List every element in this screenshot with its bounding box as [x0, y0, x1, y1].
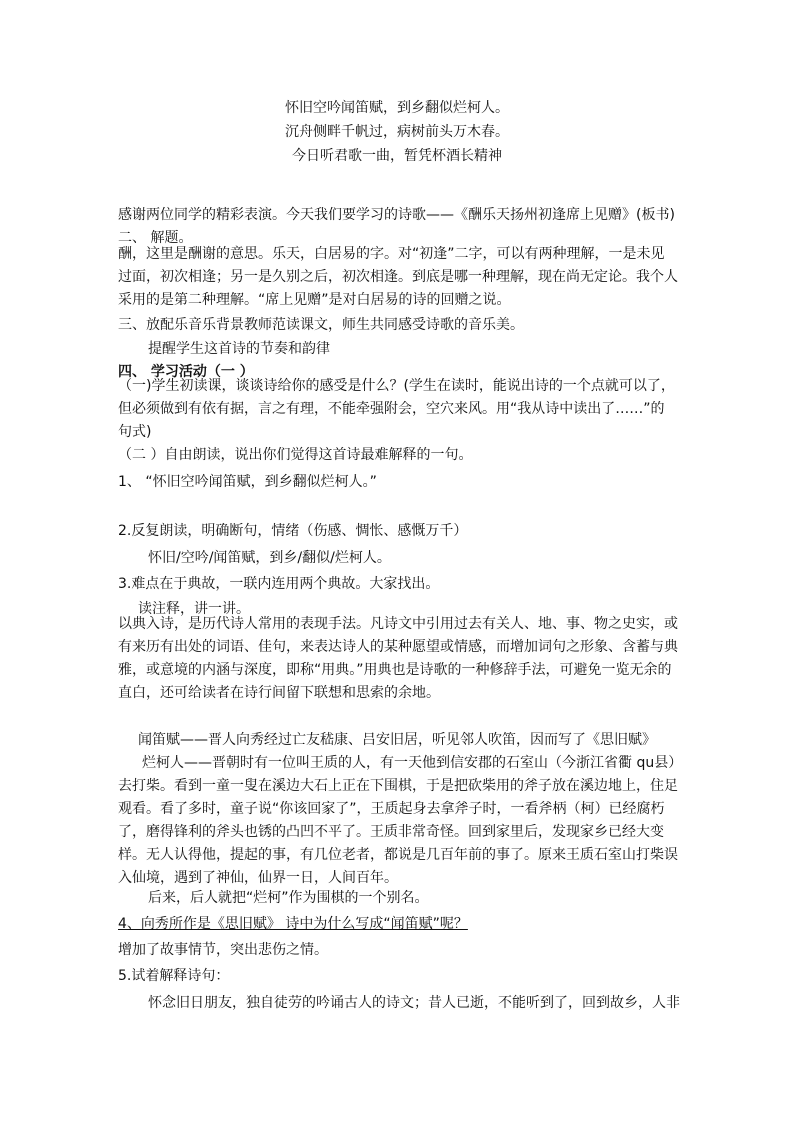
question-1: 1、 “怀旧空吟闻笛赋，到乡翻似烂柯人。”: [118, 474, 377, 490]
section-3-heading: 三、放配乐音乐背景教师范读课文，师生共同感受诗歌的音乐美。: [118, 317, 524, 333]
question-4: 4、向秀所作是《思旧赋》 诗中为什么写成“闻笛赋”呢？: [118, 916, 468, 932]
poem-line-1: 怀旧空吟闻笛赋，到乡翻似烂柯人。: [285, 100, 509, 116]
section-3-note: 提醒学生这首诗的节奏和韵律: [148, 341, 330, 357]
question-5: 5.试着解释诗句：: [118, 968, 230, 984]
section-2-body: 酬，这里是酬谢的意思。乐天，白居易的字。对“初逢”二字，可以有两种理解，一是未见过面，初次相逢；另一是久别之后，初次相逢。到底是哪一种理解，现在尚无定论。我个人采用的是第二种理解。“席上见赠”是对白居易的诗的回赠之说。: [118, 246, 678, 308]
section-4-heading: 四、 学习活动（一 ）: [118, 364, 254, 380]
question-3-note: 读注释，讲一讲。: [138, 601, 250, 617]
section-2-heading: 二、 解题。: [118, 230, 193, 246]
lanke-paragraph: 烂柯人——晋朝时有一位叫王质的人，有一天他到信安郡的石室山（今浙江省衢 qu县）去打柴。看到一童一叟在溪边大石上正在下围棋，于是把砍柴用的斧子放在溪边地上，住足观看。看了多时，童子说“你该回家了”，王质起身去拿斧子时，一看斧柄（柯）已经腐朽了，磨得锋利的斧头也锈的凸凹不平了。王质非常奇怪。回到家里后，发现家乡已经大变样。无人认得他，提起的事，有几位老者，都说是几百年前的事了。原来王质石室山打柴误入仙境，遇到了神仙，仙界一日，人间百年。: [118, 755, 678, 886]
question-4-answer: 增加了故事情节，突出悲伤之情。: [118, 942, 328, 958]
allusion-paragraph: 以典入诗，是历代诗人常用的表现手法。凡诗文中引用过去有关人、地、事、物之史实，或有来历有出处的词语、佳句，来表达诗人的某种愿望或情感，而增加词句之形象、含蓄与典雅，或意境的内涵与深度，即称“用典。”用典也是诗歌的一种修辞手法，可避免一览无余的直白，还可给读者在诗行间留下联想和思索的余地。: [118, 616, 678, 701]
activity-item-1: （一)学生初读课，谈谈诗给你的感受是什么？(学生在读时，能说出诗的一个点就可以了，但必须做到有依有据，言之有理，不能牵强附会，空穴来风。用“我从诗中读出了……”的句式): [118, 378, 675, 440]
poem-line-2: 沉舟侧畔千帆过，病树前头万木春。: [285, 124, 509, 140]
question-2: 2.反复朗读，明确断句，情绪（伤感、惆怅、感慨万千）: [118, 523, 468, 539]
poem-line-3: 今日听君歌一曲，暂凭杯酒长精神: [292, 148, 502, 164]
question-3: 3.难点在于典故，一联内连用两个典故。大家找出。: [118, 576, 440, 592]
wendifu-text: 闻笛赋——晋人向秀经过亡友嵇康、吕安旧居，听见邻人吹笛，因而写了《思旧赋》: [138, 732, 656, 748]
intro-text: 感谢两位同学的精彩表演。今天我们要学习的诗歌——《酬乐天扬州初逢席上见赠》(板书): [118, 207, 675, 223]
activity-item-2: （二 ）自由朗读，说出你们觉得这首诗最难解释的一句。: [118, 447, 473, 463]
lanke-after: 后来，后人就把“烂柯”作为围棋的一个别名。: [148, 890, 429, 906]
question-5-body: 怀念旧日朋友，独自徒劳的吟诵古人的诗文；昔人已逝，不能听到了，回到故乡，人非: [148, 995, 680, 1011]
question-2-split: 怀旧/空吟/闻笛赋，到乡/翻似/烂柯人。: [148, 550, 391, 566]
